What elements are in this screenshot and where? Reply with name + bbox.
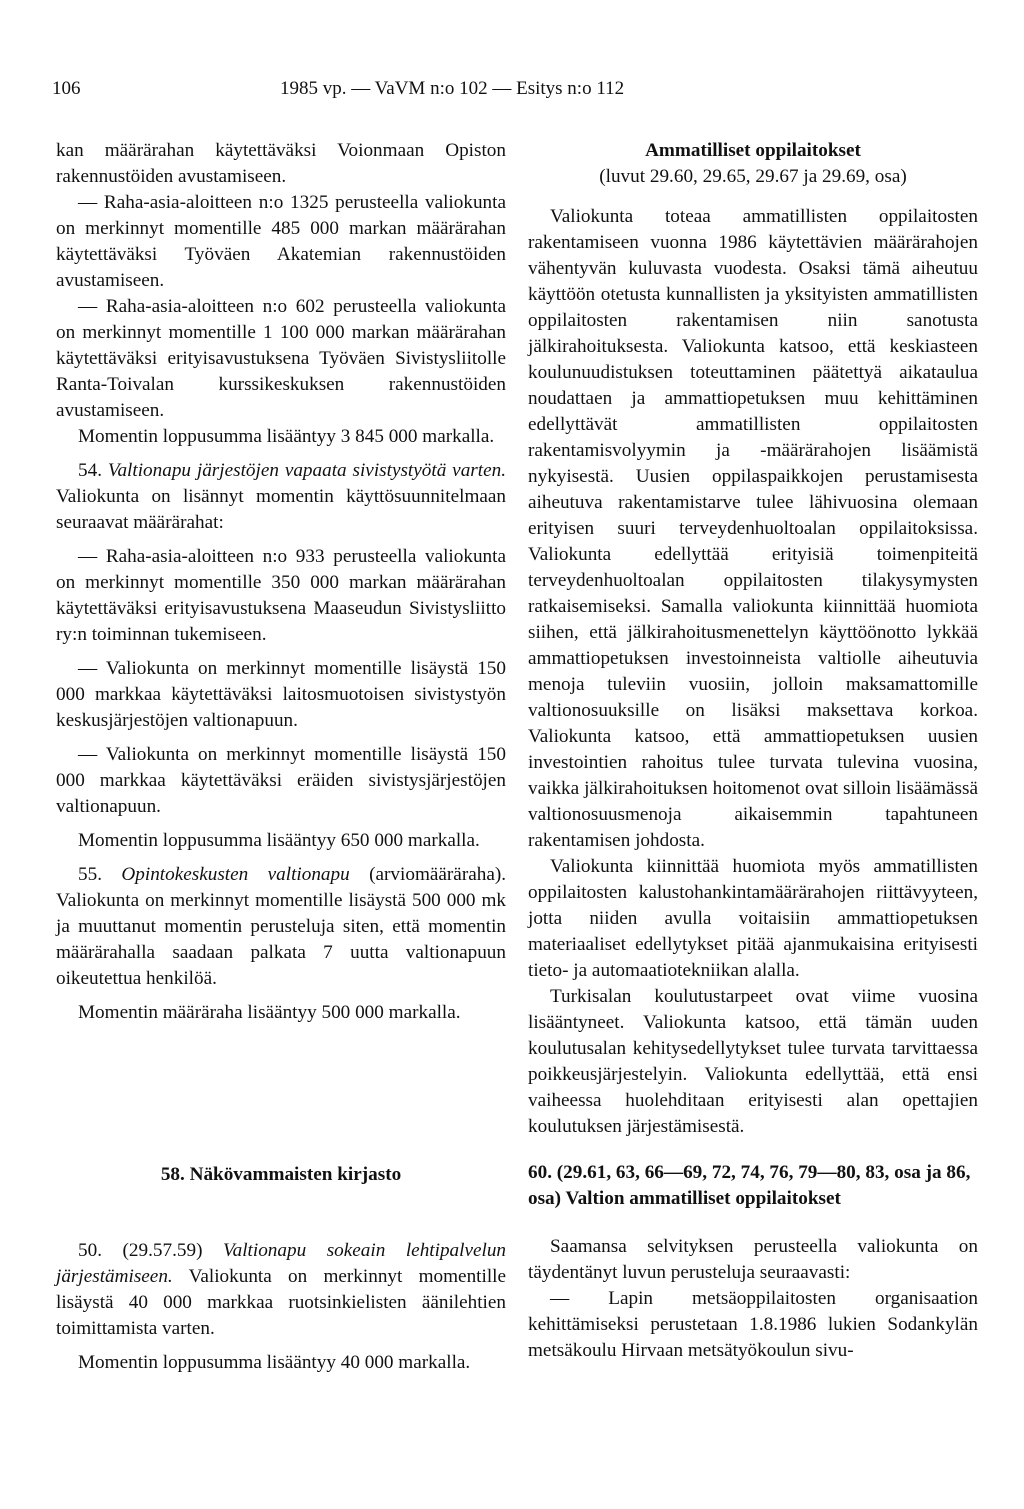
running-head: 1985 vp. — VaVM n:o 102 — Esitys n:o 112 [280,78,625,99]
paragraph: Turkisalan koulutustarpeet ovat viime vuosina lisääntyneet. Valiokunta katsoo, että tämän uuden koulutusalan kehitysedellytykset tulee turvata tarvittaessa poikkeusjärjestelyin. Valiokunta edellyttää, että ensi vaiheessa huolehditaan erityisesti alan opettajien koulutuksen järjestämisestä. [528,986,978,1137]
paragraph: Valiokunta kiinnittää huomiota myös ammatillisten oppilaitosten kalustohankintamäärärahojen riittävyyteen, jotta niiden avulla voitaisiin ammattiopetuksen materiaaliset edellytykset pitää ajanmukaisina erityisesti tieto- ja automaatiotekniikan alalla. [528,856,978,981]
page-header [52,78,972,108]
chapter-heading-58: 58. Näkövammaisten kirjasto [160,1164,402,1185]
paragraph: Momentin loppusumma lisääntyy 40 000 markalla. [78,1352,471,1373]
item-number: 55. [78,864,102,885]
paragraph: Momentin määräraha lisääntyy 500 000 markalla. [78,1002,461,1023]
paragraph: — Valiokunta on merkinnyt momentille lisäystä 150 000 markkaa käytettäväksi laitosmuotoisen sivistystyön keskusjärjestöjen valtionapuun. [56,658,506,731]
item-text: Valiokunta on merkinnyt momentille lisäystä 40 000 markkaa ruotsinkielisten äänilehtien toimittamista varten. [56,1266,507,1339]
paragraph: — Raha-asia-aloitteen n:o 602 perusteella valiokunta on merkinnyt momentille 1 100 000 markan määrärahan käytettäväksi erityisavustuksena Työväen Sivistysliitolle Ranta-Toivalan kurssikeskuksen rakennustöiden avustamiseen. [56,296,506,421]
bottom-left-column [56,1238,506,1376]
paragraph: Valiokunta toteaa ammatillisten oppilaitosten rakentamiseen vuonna 1986 käytettävien määrärahojen vähentyvän kuluvasta vuodesta. Osaksi tämä aiheutuu käyttöön otetusta kunnallisten ja yksityisten ammatillisten oppilaitosten rakentamisen niin sanotusta jälkirahoituksesta. Valiokunta katsoo, että keskiasteen koulunuudistuksen toteuttaminen päätettyä aikataulua noudattaen ja ammattiopetuksen muu kehittäminen edellyttävät ammatillisten oppilaitosten rakentamisvolyymin ja -määrärahojen lisäämistä nykyisestä. Uusien oppilaspaikkojen perustamisesta aiheutuva rakentamistarve tulee lähivuosina olemaan erityisen suuri terveydenhuoltoalan oppilaitoksissa. Valiokunta edellyttää erityisiä toimenpiteitä terveydenhuoltoalan oppilaitosten tilakysymysten ratkaisemiseksi. Samalla valiokunta kiinnittää huomiota siihen, että jälkirahoitusmenettelyn käyttöönotto lykkää ammattiopetuksen investoinneista valtiolle aiheutuvia menoja tuleviin vuosiin, jolloin maksamattomille valtionosuuksille on lisäksi maksettava korkoa. Valiokunta katsoo, että ammattiopetuksen uusien investointien rahoitus tulee turvata tulevina vuosina, vaikka jälkirahoituksen hoitomenot ovat silloin lisäämässä valtionosuusmenoja aikaisemmin tapahtuneen rakentamisen johdosta. [528,206,978,851]
left-column [56,138,506,1026]
paragraph: — Raha-asia-aloitteen n:o 933 perusteella valiokunta on merkinnyt momentille 350 000 markan määrärahan käytettäväksi erityisavustuksena Maaseudun Sivistysliitto ry:n toiminnan tukemiseen. [56,546,506,645]
paragraph [56,1238,506,1342]
paragraph: kan määrärahan käytettäväksi Voionmaan Opiston rakennustöiden avustamiseen. [56,140,506,187]
paragraph [56,862,506,992]
item-text: (arviomääräraha). Valiokunta on merkinnyt momentille lisäystä 500 000 mk ja muuttanut momentin perusteluja siten, että momentin määrärahalla saadaan palkata 7 uutta valtionapuun oikeutettua henkilöä. [56,864,507,989]
paragraph: Momentin loppusumma lisääntyy 650 000 markalla. [78,830,480,851]
item-title: Opintokeskusten valtionapu [121,864,350,885]
item-title: Valtionapu sokeain lehtipalvelun järjestämiseen. [56,1240,507,1287]
item-number: 54. [78,460,102,481]
paragraph: Saamansa selvityksen perusteella valiokunta on täydentänyt luvun perusteluja seuraavasti: [528,1236,978,1283]
item-title: Valtionapu järjestöjen vapaata sivistystyötä varten. [107,460,506,481]
chapter-heading-60: 60. (29.61, 63, 66—69, 72, 74, 76, 79—80, 83, osa ja 86, osa) Valtion ammatilliset oppilaitokset [528,1162,971,1209]
paragraph: Momentin loppusumma lisääntyy 3 845 000 markalla. [78,426,495,447]
paragraph: — Raha-asia-aloitteen n:o 1325 perusteella valiokunta on merkinnyt momentille 485 000 markan määrärahan käytettäväksi Työväen Akatemian rakennustöiden avustamiseen. [56,192,506,291]
section-subheading: (luvut 29.60, 29.65, 29.67 ja 29.69, osa) [599,166,907,187]
paragraph: — Lapin metsäoppilaitosten organisaation kehittämiseksi perustetaan 1.8.1986 lukien Sodankylän metsäkoulu Hirvaan metsätyökoulun sivu- [528,1288,978,1361]
paragraph [56,458,506,536]
item-text: Valiokunta on lisännyt momentin käyttösuunnitelmaan seuraavat määrärahat: [56,486,506,533]
paragraph: — Valiokunta on merkinnyt momentille lisäystä 150 000 markkaa käytettäväksi eräiden sivistysjärjestöjen valtionapuun. [56,744,506,817]
section-heading: Ammatilliset oppilaitokset [645,140,861,161]
item-number: 50. (29.57.59) [78,1240,203,1261]
page-number: 106 [52,78,81,99]
right-column [528,138,978,1140]
bottom-right-column [528,1160,978,1364]
